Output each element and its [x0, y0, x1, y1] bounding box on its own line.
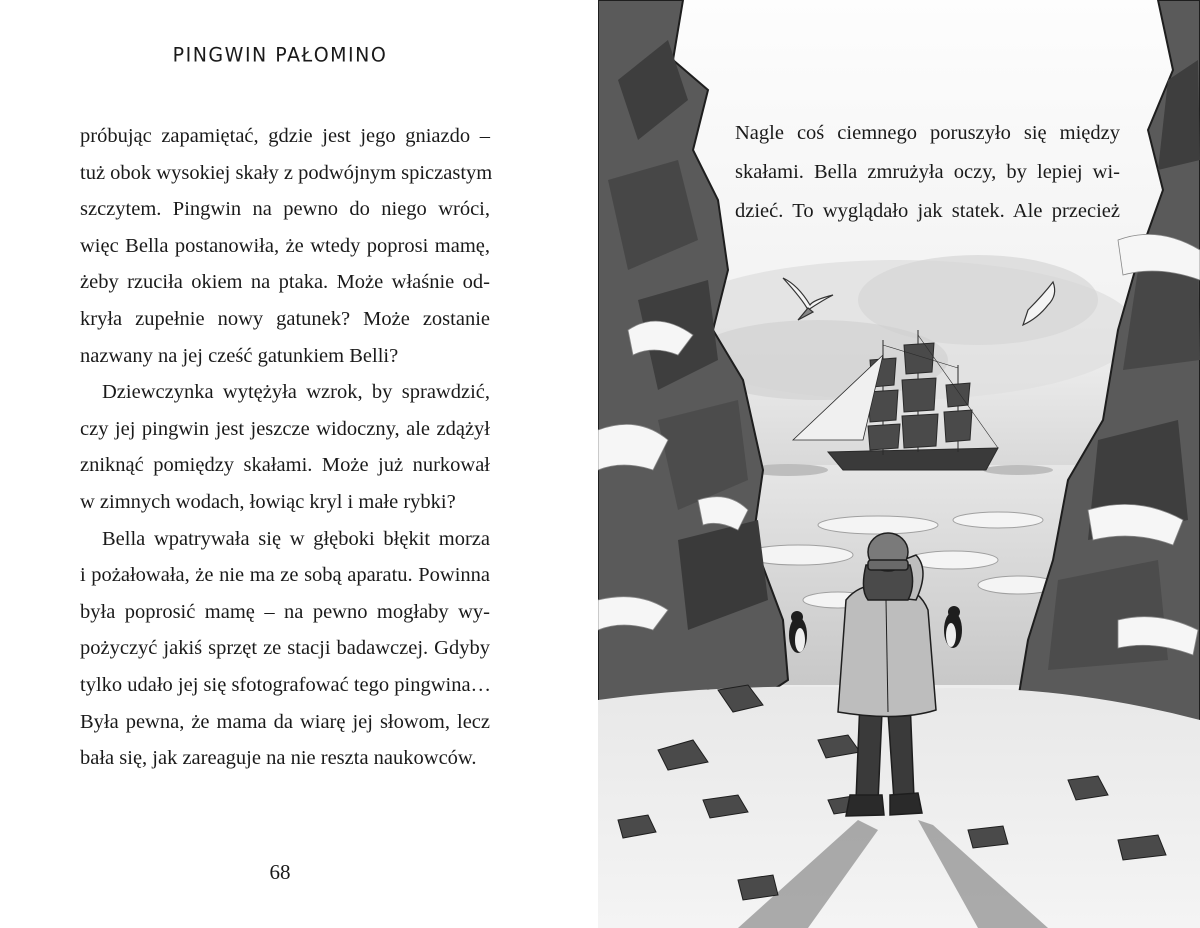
text-line: tylko udało jej się sfotografować tego pingwina…: [80, 673, 492, 696]
text-line: szczytem. Pingwin na pewno do niego wróci,: [80, 198, 490, 221]
text-line: żeby rzuciła okiem na ptaka. Może właśnie od-: [80, 271, 490, 294]
text-line: zniknąć pomiędzy skałami. Może już nurkował: [80, 454, 490, 477]
text-line: nazwany na jej cześć gatunkiem Belli?: [80, 344, 399, 367]
text-line: pożyczyć jakiś sprzęt ze stacji badawczej. Gdyby: [80, 637, 490, 660]
page-number: 68: [269, 860, 291, 884]
left-page: [0, 0, 598, 928]
text-line: czy jej pingwin jest jeszcze widoczny, ale zdążył: [80, 417, 490, 440]
text-line: dzieć. To wyglądało jak statek. Ale przecież: [735, 200, 1120, 222]
text-line: była poprosić mamę – na pewno mogłaby wy-: [80, 600, 490, 623]
text-line: w zimnych wodach, łowiąc kryl i małe rybki?: [80, 490, 456, 513]
text-line: próbując zapamiętać, gdzie jest jego gniazdo –: [80, 125, 490, 147]
text-line: bała się, jak zareaguje na nie reszta naukowców.: [80, 747, 477, 770]
text-line: więc Bella postanowiła, że wtedy poprosi mamę,: [80, 234, 490, 257]
text-line: tuż obok wysokiej skały z podwójnym spiczastym: [80, 161, 493, 184]
text-line: Dziewczynka wytężyła wzrok, by sprawdzić,: [102, 381, 490, 404]
text-line: Była pewna, że mama da wiarę jej słowom, lecz: [80, 710, 490, 733]
body-text: [80, 118, 493, 777]
text-line: skałami. Bella zmrużyła oczy, by lepiej wi-: [735, 161, 1120, 183]
text-line: kryła zupełnie nowy gatunek? Może zostanie: [80, 307, 490, 330]
running-header: PINGWIN PAŁOMINO: [172, 43, 388, 67]
illustration-page: [598, 0, 1200, 928]
text-line: i pożałowała, że nie ma ze sobą aparatu. Powinna: [80, 564, 490, 587]
text-line: Nagle coś ciemnego poruszyło się między: [735, 122, 1120, 144]
text-line: Bella wpatrywała się w głęboki błękit morza: [102, 527, 490, 550]
illustration-text: [735, 114, 1120, 231]
